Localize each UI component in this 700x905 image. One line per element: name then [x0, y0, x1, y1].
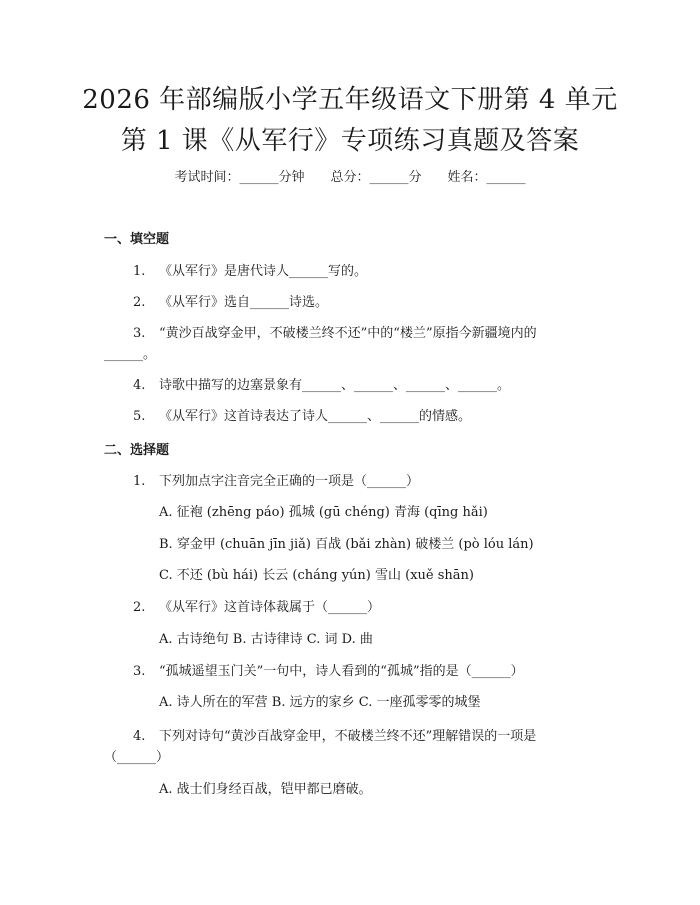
- question-text: 下列对诗句“黄沙百战穿金甲，不破楼兰终不还”理解错误的一项是: [159, 729, 537, 744]
- option-line: C. 不还 (bù hái) 长云 (cháng yún) 雪山 (xuě shān): [159, 568, 474, 583]
- question-number: 2.: [133, 295, 146, 310]
- section-heading-fill: 一、填空题: [104, 232, 170, 247]
- list-item: [133, 407, 471, 427]
- list-item: [133, 662, 524, 682]
- question-continuation: （______）: [104, 750, 170, 765]
- list-item: [133, 376, 510, 396]
- question-text: 《从军行》是唐代诗人______写的。: [159, 264, 368, 279]
- question-number: 3.: [133, 664, 146, 679]
- question-text: “孤城遥望玉门关”一句中，诗人看到的“孤城”指的是（______）: [159, 664, 524, 679]
- question-text: 《从军行》这首诗体裁属于（______）: [159, 600, 381, 615]
- list-item: [133, 598, 380, 618]
- exam-score: 总分：______分: [330, 170, 422, 185]
- question-number: 4.: [133, 378, 146, 393]
- doc-title-line2: 第 1 课《从军行》专项练习真题及答案: [120, 126, 580, 156]
- exam-meta: [0, 168, 700, 188]
- question-number: 1.: [133, 264, 146, 279]
- option-line: A. 古诗绝句 B. 古诗律诗 C. 词 D. 曲: [159, 632, 373, 647]
- list-item: [133, 324, 537, 344]
- question-number: 4.: [133, 729, 146, 744]
- question-text: 《从军行》选自______诗选。: [159, 295, 329, 310]
- option-line: A. 诗人所在的军营 B. 远方的家乡 C. 一座孤零零的城堡: [159, 695, 481, 710]
- question-text: “黄沙百战穿金甲，不破楼兰终不还”中的“楼兰”原指今新疆境内的: [159, 326, 537, 341]
- question-text: 诗歌中描写的边塞景象有______、______、______、______。: [159, 378, 511, 393]
- exam-time: 考试时间：______分钟: [174, 170, 305, 185]
- question-number: 1.: [133, 474, 146, 489]
- question-number: 2.: [133, 600, 146, 615]
- option-line: A. 征袍 (zhēng páo) 孤城 (gū chéng) 青海 (qīng hǎi): [159, 505, 488, 520]
- option-line: B. 穿金甲 (chuān jīn jiǎ) 百战 (bǎi zhàn) 破楼兰 (pò lóu lán): [159, 537, 534, 552]
- list-item: [133, 727, 536, 747]
- doc-title-line1: 2026 年部编版小学五年级语文下册第 4 单元: [82, 85, 618, 115]
- question-number: 5.: [133, 409, 146, 424]
- question-text: 《从军行》这首诗表达了诗人______、______的情感。: [159, 409, 472, 424]
- list-item: [133, 472, 419, 492]
- list-item: [133, 293, 328, 313]
- option-line: A. 战士们身经百战，铠甲都已磨破。: [159, 782, 372, 797]
- student-name: 姓名：______: [447, 170, 526, 185]
- list-item: [133, 262, 367, 282]
- section-heading-choice: 二、选择题: [104, 443, 170, 458]
- question-number: 3.: [133, 326, 146, 341]
- question-text: 下列加点字注音完全正确的一项是（______）: [159, 474, 420, 489]
- question-continuation: ______。: [104, 347, 157, 362]
